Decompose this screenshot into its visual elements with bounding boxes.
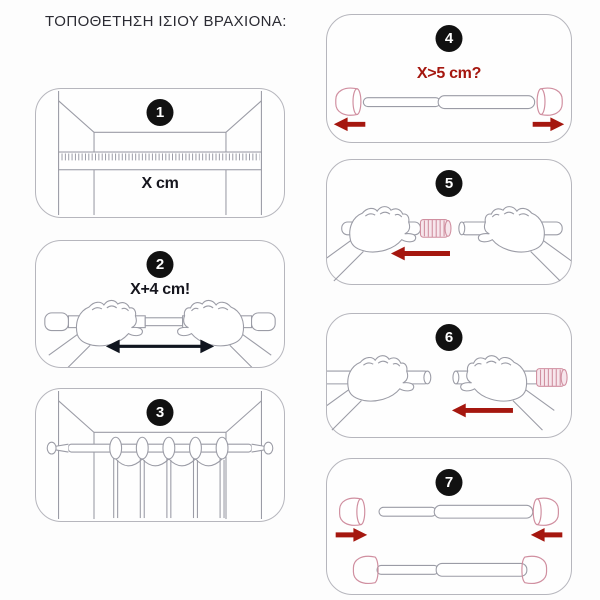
step-6-badge	[436, 324, 463, 351]
step-3-badge	[147, 399, 174, 426]
step-6-panel	[326, 313, 572, 438]
left-end-cap-icon	[336, 88, 361, 115]
step-6-number: 6	[444, 329, 454, 346]
right-end-cap-icon	[533, 498, 558, 525]
step-1-badge	[147, 99, 174, 126]
right-hand-icon	[178, 300, 272, 367]
step-5-panel	[326, 159, 572, 285]
left-arrow-icon	[452, 404, 513, 418]
left-hand-icon	[327, 207, 416, 281]
right-end-cap-icon	[537, 88, 562, 115]
step-4-panel	[326, 14, 572, 143]
left-hand-icon	[327, 356, 414, 430]
left-hand-icon	[49, 300, 143, 367]
step-2-panel	[35, 240, 285, 368]
step-1-label: X cm	[141, 175, 179, 192]
double-arrow-icon	[106, 339, 214, 353]
step-3-panel	[35, 388, 285, 522]
step-2-label: X+4 cm!	[130, 281, 190, 298]
step-7-badge	[436, 469, 463, 496]
step-5-badge	[436, 170, 463, 197]
step-5-number: 5	[444, 175, 454, 192]
left-arrow-icon	[391, 247, 450, 261]
right-hand-icon	[461, 356, 555, 430]
step-4-label: X>5 cm?	[416, 65, 482, 82]
step-1-number: 1	[155, 104, 165, 121]
step-4-badge	[436, 25, 463, 52]
spring-section-icon	[537, 369, 568, 387]
spring-section-icon	[420, 220, 451, 238]
step-7-panel	[326, 458, 572, 595]
step-3-number: 3	[155, 404, 165, 421]
left-cap-attached-icon	[353, 556, 378, 583]
right-hand-icon	[478, 207, 571, 281]
step-2-badge	[147, 251, 174, 278]
step-2-number: 2	[155, 256, 165, 273]
page-title: ΤΟΠΟΘΕΤΗΣΗ ΙΣΙΟΥ ΒΡΑΧΙΟΝΑ:	[45, 13, 287, 30]
outward-arrows-icon	[334, 117, 564, 131]
step-4-number: 4	[444, 30, 454, 47]
left-end-cap-icon	[340, 498, 365, 525]
step-1-panel	[35, 88, 285, 218]
inward-arrows-icon	[336, 528, 563, 542]
step-7-number: 7	[444, 474, 454, 491]
